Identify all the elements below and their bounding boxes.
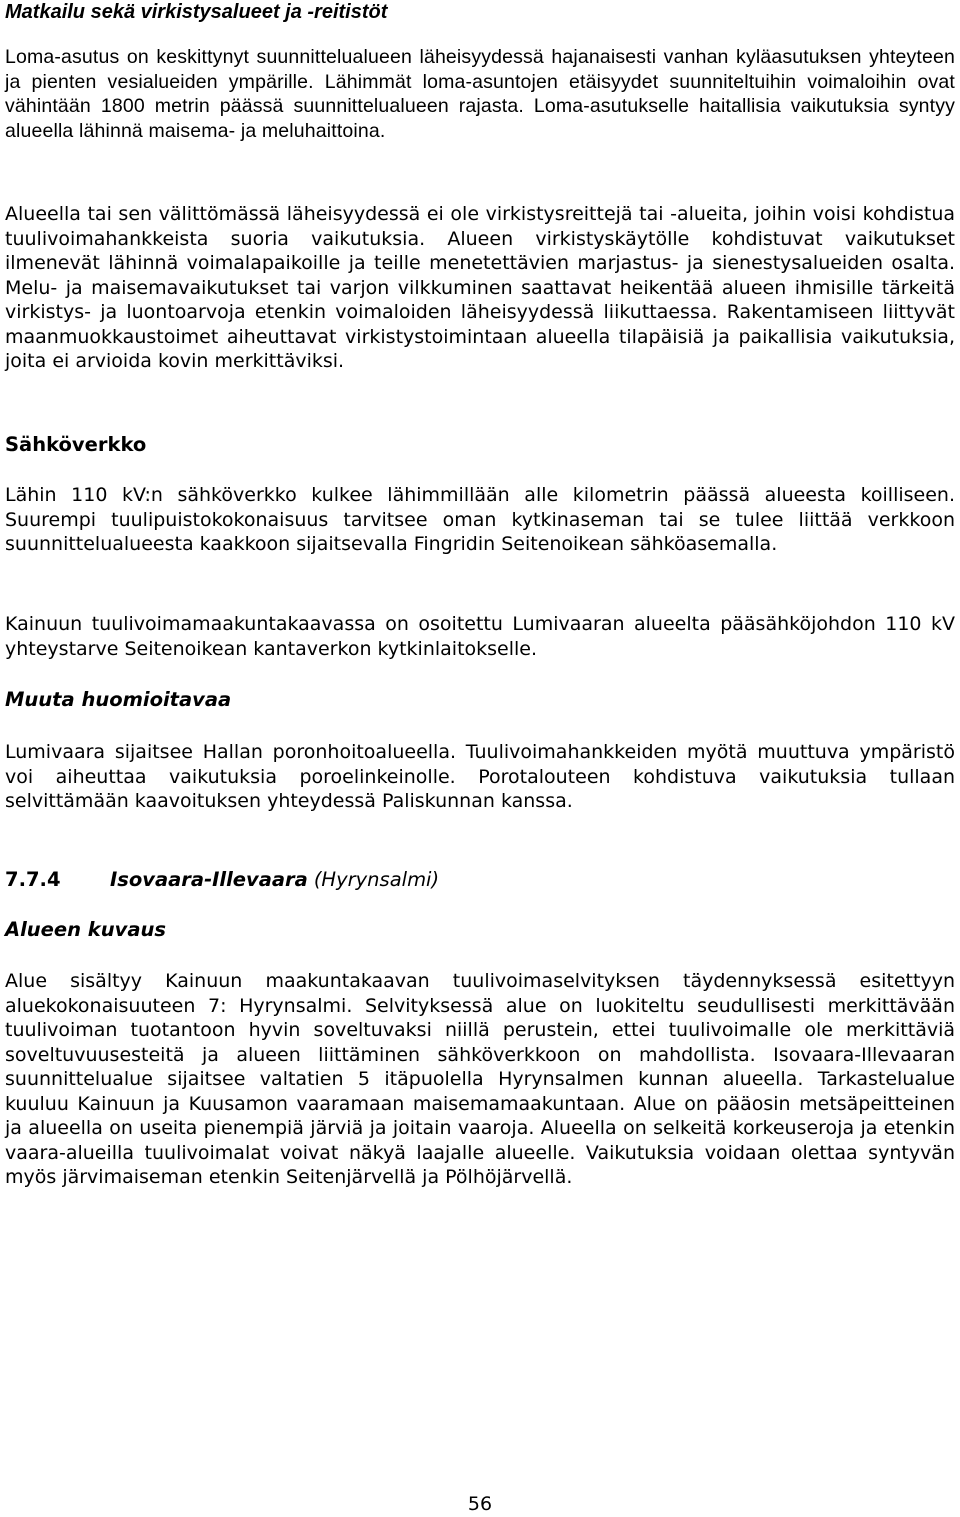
- subsection-name: Isovaara-Illevaara: [110, 868, 308, 891]
- heading-muuta-huomioitavaa: Muuta huomioitavaa: [5, 688, 232, 711]
- page-number: 56: [467, 1493, 493, 1515]
- paragraph-alueen-kuvaus: Alue sisältyy Kainuun maakuntakaavan tuulivoimaselvityksen täydennyksessä esitettyyn aluekokonaisuuteen 7: Hyrynsalmi. Selvityksessä alue on luokiteltu seudullisesti merkittävään tuulivoiman tuotantoon hyvin soveltuvaksi niillä perustein, ettei tuulivoimalle ole merkittäviä soveltuvuusesteitä ja alueen liittäminen sähköverkkoon on mahdollista. Isovaara-Illevaaran suunnittelualue sijaitsee valtatien 5 itäpuolella Hyrynsalmen kunnan alueella. Tarkastelualue kuuluu Kainuun ja Kuusamon vaaramaan maisemamaakuntaan. Alue on pääosin metsäpeitteinen ja alueella on useita pienempiä järviä ja joitain vaaroja. Alueella on selkeitä korkeuseroja ja etenkin vaara-alueilla tuulivoimalat voivat näkyä laajalle alueelle. Vaikutuksia voidaan olettaa syntyvän myös järvimaiseman etenkin Seitenjärvellä ja Pölhöjärvellä.: [5, 970, 955, 1188]
- paragraph-sahkoverkko-2: Kainuun tuulivoimamaakuntakaavassa on osoitettu Lumivaaran alueelta pääsähköjohdon 110 kV yhteystarve Seitenoikean kantaverkon kytkinlaitokselle.: [5, 613, 955, 660]
- heading-alueen-kuvaus: Alueen kuvaus: [5, 918, 166, 941]
- paragraph-loma-asutus: Loma-asutus on keskittynyt suunnittelualueen läheisyydessä hajanaisesti vanhan kyläasutuksen yhteyteen ja pienten vesialueiden ympärille. Lähimmät loma-asuntojen etäisyydet suunniteltuihin voimaloihin ovat vähintään 1800 metrin päässä suunnittelualueen rajasta. Loma-asutukselle haitallisia vaikutuksia syntyy alueella lähinnä maisema- ja meluhaittoina.: [5, 46, 955, 142]
- paragraph-muuta: Lumivaara sijaitsee Hallan poronhoitoalueella. Tuulivoimahankkeiden myötä muuttuva ympäristö voi aiheuttaa vaikutuksia poroelinkeinolle. Porotalouteen kohdistuva vaikutuksia tullaan selvittämään kaavoituksen yhteydessä Paliskunnan kanssa.: [5, 741, 955, 812]
- heading-matkailu: Matkailu sekä virkistysalueet ja -reitistöt: [5, 1, 388, 23]
- subsection-municipality: (Hyrynsalmi): [313, 868, 440, 891]
- paragraph-sahkoverkko-1: Lähin 110 kV:n sähköverkko kulkee lähimmillään alle kilometrin päässä alueesta koilliseen. Suurempi tuulipuistokokonaisuus tarvitsee oman kytkinaseman tai se tulee liittää verkkoon suunnittelualueesta kaakkoon sijaitsevalla Fingridin Seitenoikean sähköasemalla.: [5, 484, 955, 555]
- subsection-number: 7.7.4: [5, 868, 61, 891]
- subsection-heading: [5, 868, 439, 892]
- paragraph-virkistys: Alueella tai sen välittömässä läheisyydessä ei ole virkistysreittejä tai -alueita, joihin voisi kohdistua tuulivoimahankkeista suoria vaikutuksia. Alueen virkistyskäytölle kohdistuvat vaikutukset ilmenevät lähinnä voimalapaikoille ja teille menetettävien marjastus- ja sienestysalueiden osalta. Melu- ja maisemavaikutukset tai varjon vilkkuminen saattavat heikentää alueen ihmisille tärkeitä virkistys- ja luontoarvoja etenkin voimaloiden läheisyydessä liikuttaessa. Rakentamiseen liittyvät maanmuokkaustoimet aiheuttavat virkistystoimintaan alueella tilapäisiä ja paikallisia vaikutuksia, joita ei arvioida kovin merkittäviksi.: [5, 203, 955, 372]
- heading-sahkoverkko: Sähköverkko: [5, 433, 147, 456]
